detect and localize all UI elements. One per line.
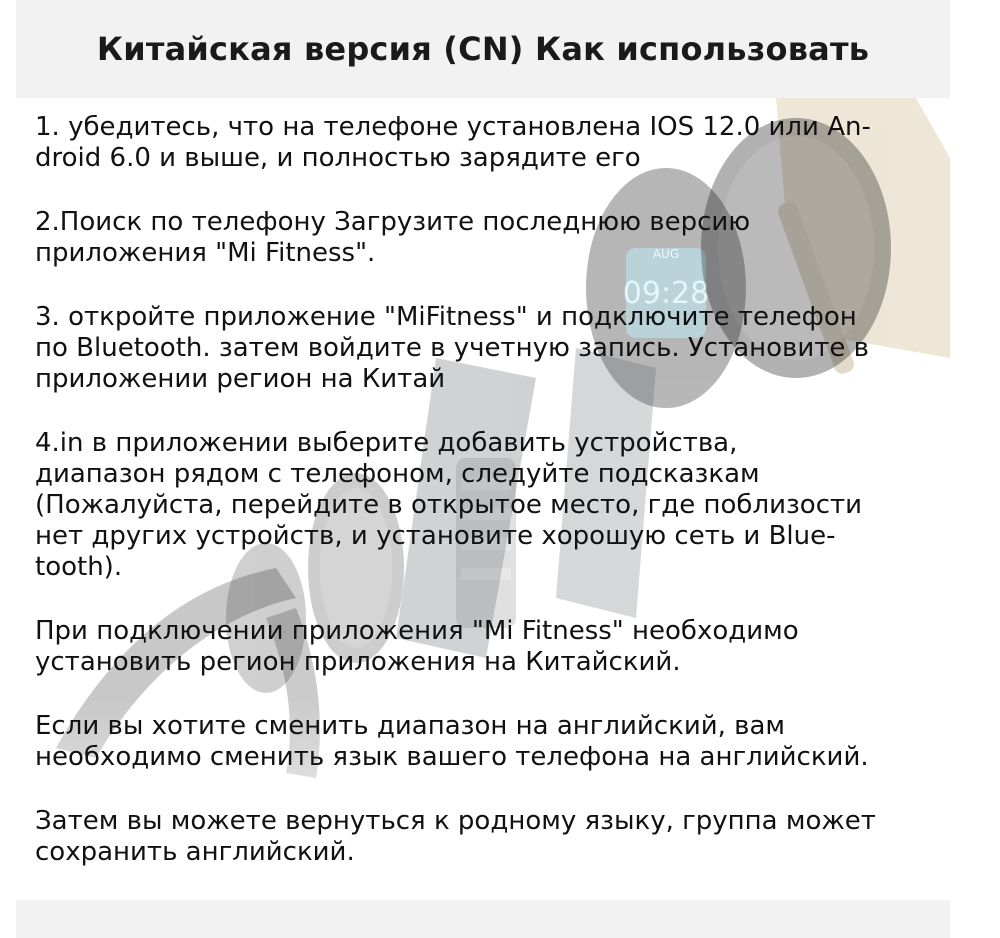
instructions-text [35, 112, 935, 901]
instruction-note-language: Если вы хотите сменить диапазон на английский, вам необходимо сменить язык вашего телефона на английский. [35, 711, 869, 772]
instruction-note-region: При подключении приложения "Mi Fitness" необходимо установить регион приложения на Китайский. [35, 616, 799, 677]
instruction-note-return: Затем вы можете вернуться к родному языку, группа может сохранить английский. [35, 806, 876, 867]
instruction-step-4: 4.in в приложении выберите добавить устройства, диапазон рядом с телефоном, следуйте подсказкам (Пожалуйста, перейдите в открытое место, где поблизости нет других устройств, и установите хорошую сеть и Blue- tooth). [35, 428, 863, 582]
instruction-step-2: 2.Поиск по телефону Загрузите последнюю версию приложения "Mi Fitness". [35, 207, 751, 268]
instruction-step-1: 1. убедитесь, что на телефоне установлена IOS 12.0 или An- droid 6.0 и выше, и полностью зарядите его [35, 112, 871, 173]
header-banner [16, 0, 950, 98]
footer-bar [16, 900, 950, 938]
instruction-step-3: 3. откройте приложение "MiFitness" и подключите телефон по Bluetooth. затем войдите в учетную запись. Установите в приложении регион на Китай [35, 302, 869, 394]
page-title: Китайская версия (CN) Как использовать [96, 30, 870, 68]
